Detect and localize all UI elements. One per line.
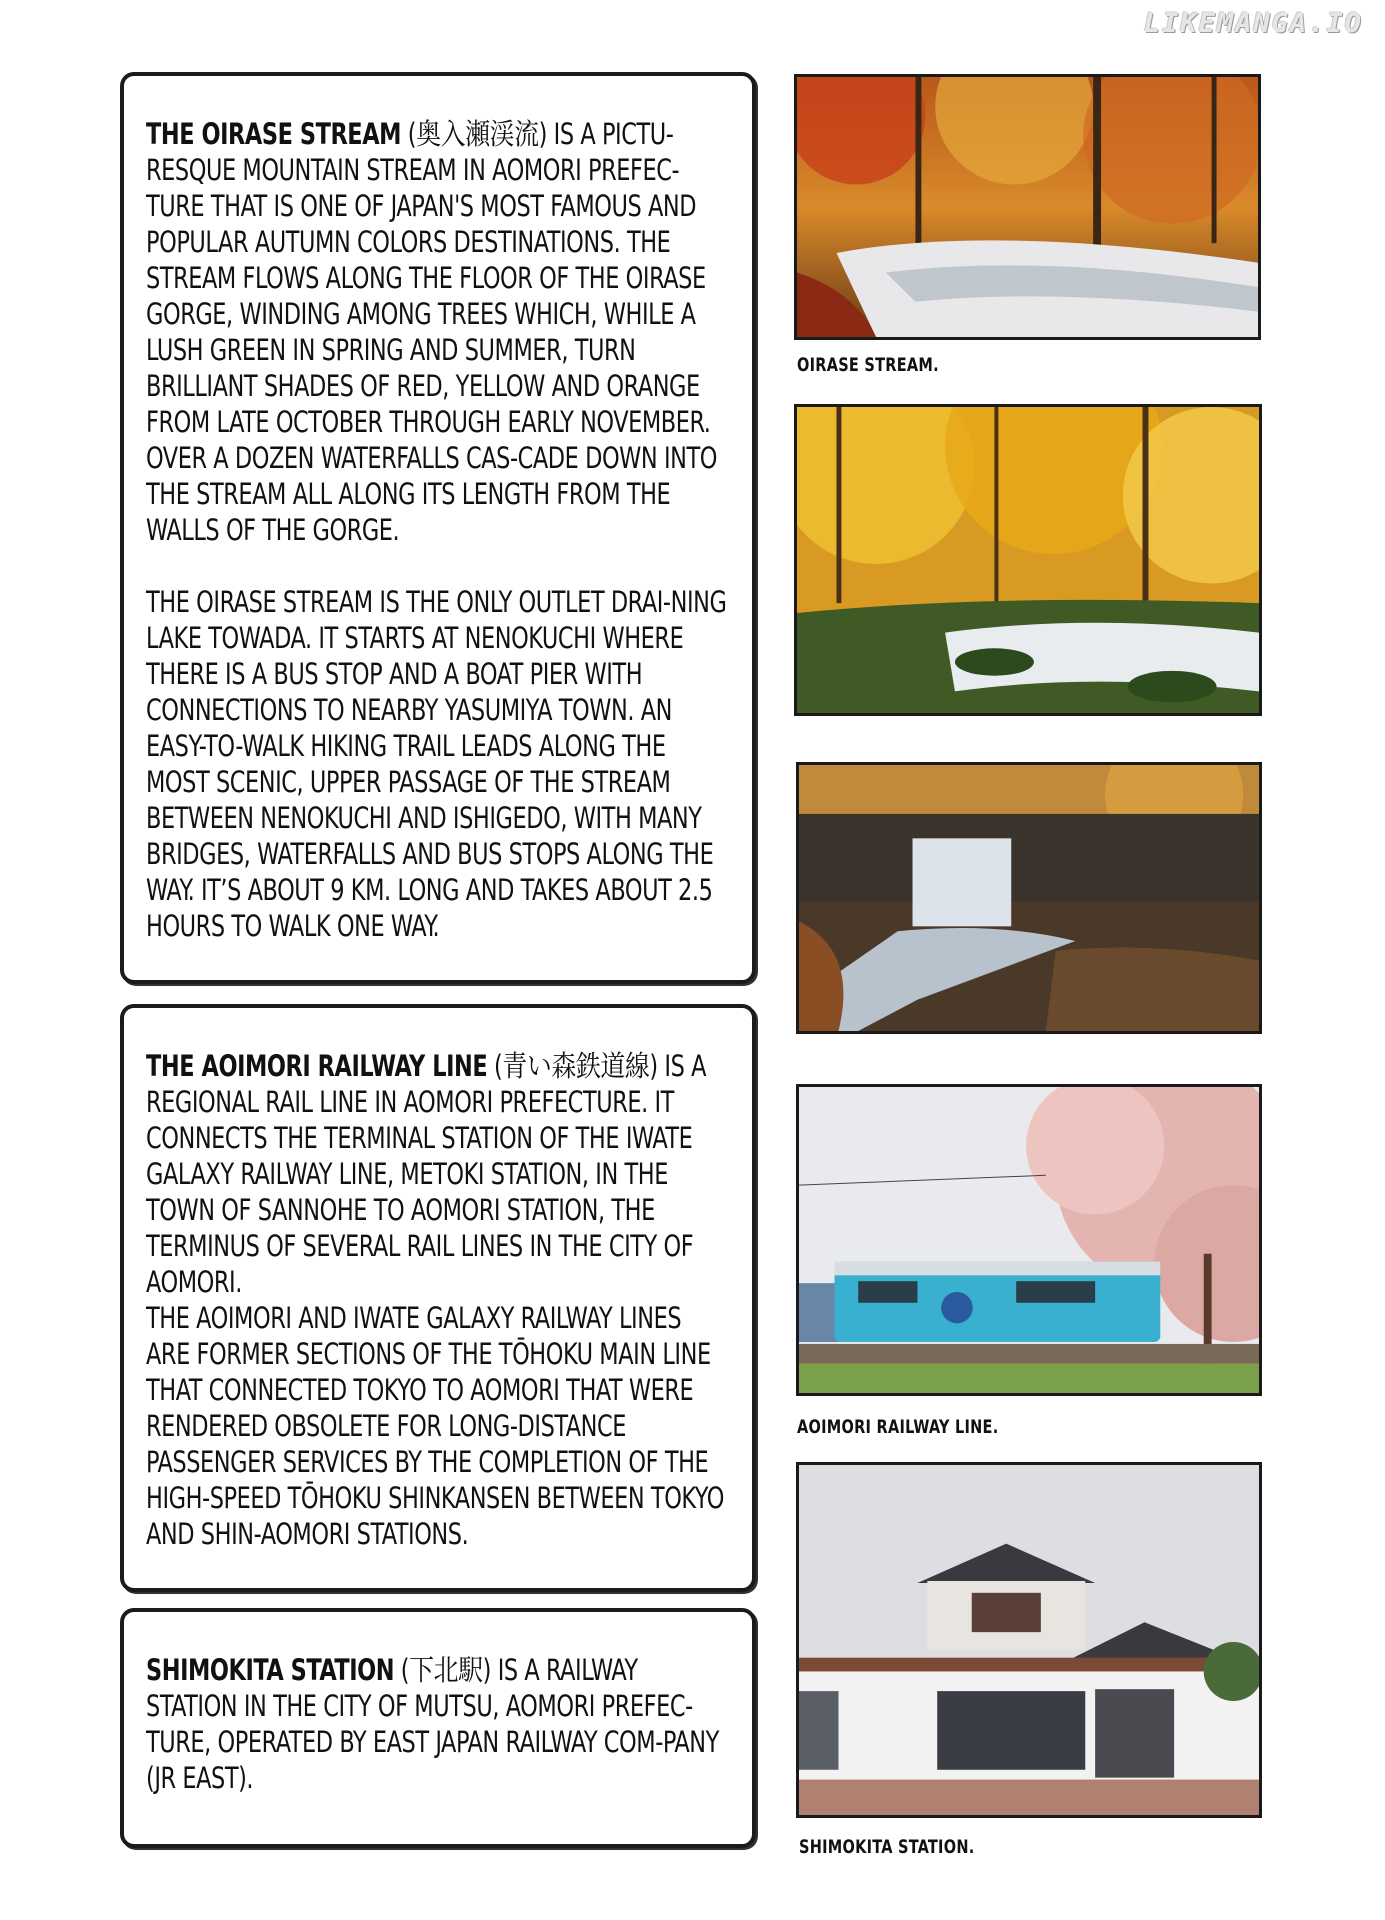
oirase-kanji: (奥入瀬渓流) (401, 117, 547, 151)
shimokita-title: SHIMOKITA STATION (146, 1653, 395, 1687)
aoimori-caption: AOIMORI RAILWAY LINE. (797, 1416, 999, 1438)
shimokita-kanji: (下北駅) (394, 1653, 491, 1687)
oirase-text: IS A PICTU-RESQUE MOUNTAIN STREAM IN AOMORI PREFEC-TURE THAT IS ONE OF JAPAN'S MOST FAMOUS AND POPULAR AUTUMN COLORS DESTINATIONS. THE STREAM FLOWS ALONG THE FLOOR OF THE OIRASE GORGE, WINDING AMONG TREES WHICH, WHILE A LUSH GREEN IN SPRING AND SUMMER, TURN BRILLIANT SHADES OF RED, YELLOW AND ORANGE FROM LATE OCTOBER THROUGH EARLY NOVEMBER. OVER A DOZEN WATERFALLS CAS-CADE DOWN INTO THE STREAM ALL ALONG ITS LENGTH FROM THE WALLS OF THE GORGE. (146, 117, 718, 547)
shimokita-info-box (120, 1608, 756, 1848)
aoimori-title: THE AOIMORI RAILWAY LINE (146, 1049, 488, 1083)
aoimori-paragraph-1 (146, 1048, 727, 1300)
aoimori-text: IS A REGIONAL RAIL LINE IN AOMORI PREFECTURE. IT CONNECTS THE TERMINAL STATION OF THE IWATE GALAXY RAILWAY LINE, METOKI STATION, IN THE TOWN OF SANNOHE TO AOMORI STATION, THE TERMINUS OF SEVERAL RAIL LINES IN THE CITY OF AOMORI. (146, 1049, 707, 1299)
shimokita-paragraph (146, 1652, 727, 1796)
oirase-info-box (120, 72, 756, 984)
oirase-paragraph-2 (146, 584, 727, 944)
yellow-forest-photo (794, 404, 1262, 716)
oirase-title: THE OIRASE STREAM (146, 117, 402, 151)
oirase-paragraph-1 (146, 116, 727, 548)
waterfall-photo (796, 762, 1262, 1034)
oirase-text-2: THE OIRASE STREAM IS THE ONLY OUTLET DRAI-NING LAKE TOWADA. IT STARTS AT NENOKUCHI WHERE THERE IS A BUS STOP AND A BOAT PIER WITH CONNECTIONS TO NEARBY YASUMIYA TOWN. AN EASY-TO-WALK HIKING TRAIL LEADS ALONG THE MOST SCENIC, UPPER PASSAGE OF THE STREAM BETWEEN NENOKUCHI AND ISHIGEDO, WITH MANY BRIDGES, WATERFALLS AND BUS STOPS ALONG THE WAY. IT’S ABOUT 9 KM. LONG AND TAKES ABOUT 2.5 HOURS TO WALK ONE WAY. (146, 585, 727, 943)
aoimori-text-2: THE AOIMORI AND IWATE GALAXY RAILWAY LINES ARE FORMER SECTIONS OF THE TŌHOKU MAIN LINE THAT CONNECTED TOKYO TO AOMORI THAT WERE RENDERED OBSOLETE FOR LONG-DISTANCE PASSENGER SERVICES BY THE COMPLETION OF THE HIGH-SPEED TŌHOKU SHINKANSEN BETWEEN TOKYO AND SHIN-AOMORI STATIONS. (146, 1301, 724, 1551)
aoimori-train-photo (796, 1084, 1262, 1396)
shimokita-caption: SHIMOKITA STATION. (799, 1836, 975, 1858)
aoimori-info-box (120, 1004, 756, 1592)
oirase-stream-photo (794, 74, 1261, 340)
shimokita-station-photo (796, 1462, 1262, 1818)
aoimori-kanji: (青い森鉄道線) (487, 1049, 658, 1083)
shimokita-text: IS A RAILWAY STATION IN THE CITY OF MUTSU, AOMORI PREFEC-TURE, OPERATED BY EAST JAPAN RAILWAY COM-PANY (JR EAST). (146, 1653, 719, 1795)
oirase-caption: OIRASE STREAM. (797, 354, 939, 376)
aoimori-paragraph-2 (146, 1300, 727, 1552)
site-watermark: LIKEMANGA.IO (1143, 8, 1363, 39)
